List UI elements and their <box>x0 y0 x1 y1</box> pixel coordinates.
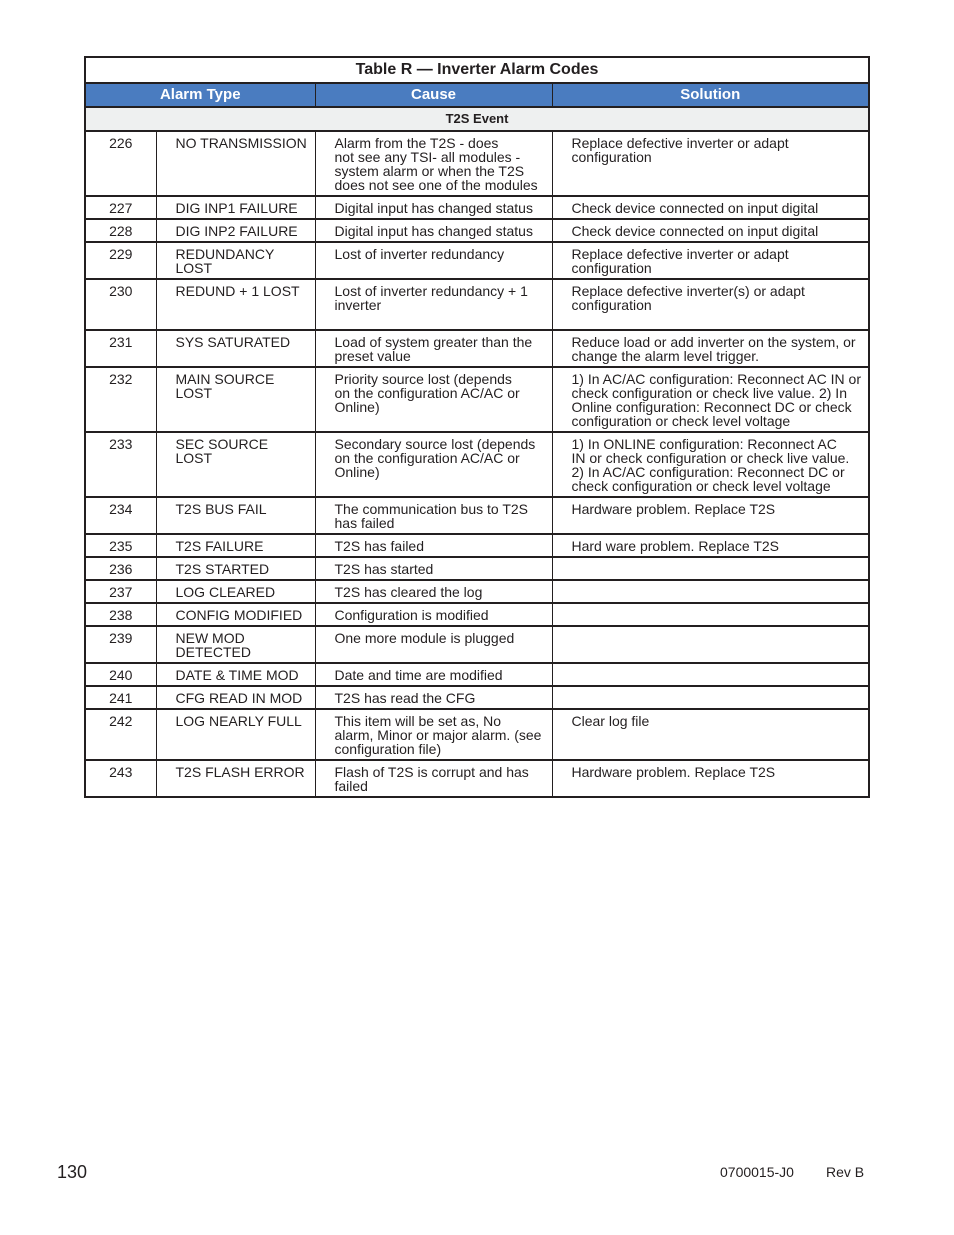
alarm-type: T2S FAILURE <box>156 534 315 557</box>
header-alarm-type: Alarm Type <box>85 83 315 107</box>
table-row <box>85 626 869 663</box>
alarm-code: 227 <box>85 196 156 219</box>
alarm-code: 230 <box>85 279 156 330</box>
alarm-solution <box>552 603 869 626</box>
table-row <box>85 219 869 242</box>
alarm-codes-table <box>84 56 870 798</box>
alarm-cause: Lost of inverter redundancy + 1 inverter <box>315 279 552 330</box>
alarm-solution <box>552 557 869 580</box>
alarm-solution: Check device connected on input digital <box>552 219 869 242</box>
alarm-code: 228 <box>85 219 156 242</box>
alarm-code: 226 <box>85 131 156 196</box>
alarm-code: 234 <box>85 497 156 534</box>
alarm-cause: Alarm from the T2S - does not see any TSI- all modules - system alarm or when the T2S does not see one of the modules <box>315 131 552 196</box>
table-row <box>85 279 869 330</box>
alarm-code: 243 <box>85 760 156 797</box>
alarm-cause: T2S has failed <box>315 534 552 557</box>
alarm-type: NEW MOD DETECTED <box>156 626 315 663</box>
alarm-solution: Reduce load or add inverter on the system, or change the alarm level trigger. <box>552 330 869 367</box>
table-row <box>85 196 869 219</box>
alarm-type: LOG NEARLY FULL <box>156 709 315 760</box>
alarm-type: T2S STARTED <box>156 557 315 580</box>
alarm-code: 238 <box>85 603 156 626</box>
alarm-code: 239 <box>85 626 156 663</box>
alarm-type: MAIN SOURCE LOST <box>156 367 315 432</box>
table-row <box>85 534 869 557</box>
alarm-type: NO TRANSMISSION <box>156 131 315 196</box>
table-row <box>85 367 869 432</box>
alarm-cause: Configuration is modified <box>315 603 552 626</box>
header-solution: Solution <box>552 83 869 107</box>
alarm-type: CONFIG MODIFIED <box>156 603 315 626</box>
alarm-cause: This item will be set as, No alarm, Minor or major alarm. (see configuration file) <box>315 709 552 760</box>
table-row <box>85 497 869 534</box>
alarm-cause: Date and time are modified <box>315 663 552 686</box>
table-title: Table R — Inverter Alarm Codes <box>85 57 869 83</box>
alarm-cause: Secondary source lost (depends on the configuration AC/AC or Online) <box>315 432 552 497</box>
alarm-code: 232 <box>85 367 156 432</box>
alarm-type: LOG CLEARED <box>156 580 315 603</box>
table-row <box>85 663 869 686</box>
alarm-cause: Digital input has changed status <box>315 196 552 219</box>
alarm-cause: Digital input has changed status <box>315 219 552 242</box>
alarm-solution: Hard ware problem. Replace T2S <box>552 534 869 557</box>
alarm-code: 235 <box>85 534 156 557</box>
table-row <box>85 131 869 196</box>
alarm-type: REDUND + 1 LOST <box>156 279 315 330</box>
alarm-type: DIG INP2 FAILURE <box>156 219 315 242</box>
alarm-type: DIG INP1 FAILURE <box>156 196 315 219</box>
table-row <box>85 557 869 580</box>
page-number: 130 <box>57 1162 88 1182</box>
table-row <box>85 709 869 760</box>
alarm-solution <box>552 580 869 603</box>
alarm-solution: Replace defective inverter(s) or adapt configuration <box>552 279 869 330</box>
alarm-type: T2S FLASH ERROR <box>156 760 315 797</box>
alarm-cause: T2S has read the CFG <box>315 686 552 709</box>
alarm-cause: The communication bus to T2S has failed <box>315 497 552 534</box>
doc-number: 0700015-J0 <box>720 1164 794 1180</box>
alarm-cause: One more module is plugged <box>315 626 552 663</box>
table-row <box>85 330 869 367</box>
alarm-solution <box>552 626 869 663</box>
alarm-code: 229 <box>85 242 156 279</box>
alarm-type: REDUNDANCY LOST <box>156 242 315 279</box>
alarm-solution <box>552 663 869 686</box>
alarm-type: DATE & TIME MOD <box>156 663 315 686</box>
section-label: T2S Event <box>85 107 869 131</box>
table-row <box>85 686 869 709</box>
alarm-solution: Clear log file <box>552 709 869 760</box>
alarm-solution <box>552 686 869 709</box>
alarm-code: 233 <box>85 432 156 497</box>
alarm-code: 236 <box>85 557 156 580</box>
alarm-solution: Check device connected on input digital <box>552 196 869 219</box>
table-row <box>85 242 869 279</box>
alarm-solution: Replace defective inverter or adapt configuration <box>552 242 869 279</box>
alarm-solution: Hardware problem. Replace T2S <box>552 760 869 797</box>
alarm-cause: Lost of inverter redundancy <box>315 242 552 279</box>
alarm-type: CFG READ IN MOD <box>156 686 315 709</box>
alarm-cause: Load of system greater than the preset value <box>315 330 552 367</box>
alarm-solution: Hardware problem. Replace T2S <box>552 497 869 534</box>
alarm-solution: Replace defective inverter or adapt configuration <box>552 131 869 196</box>
alarm-cause: Flash of T2S is corrupt and has failed <box>315 760 552 797</box>
table-row <box>85 580 869 603</box>
alarm-solution: 1) In ONLINE configuration: Reconnect AC IN or check configuration or check live value. 2) In AC/AC configuration: Reconnect DC or check configuration or check level voltage <box>552 432 869 497</box>
alarm-type: SEC SOURCE LOST <box>156 432 315 497</box>
alarm-code: 237 <box>85 580 156 603</box>
alarm-cause: Priority source lost (depends on the configuration AC/AC or Online) <box>315 367 552 432</box>
alarm-type: T2S BUS FAIL <box>156 497 315 534</box>
alarm-solution: 1) In AC/AC configuration: Reconnect AC IN or check configuration or check live value. 2) In Online configuration: Reconnect DC or check configuration or check level voltage <box>552 367 869 432</box>
table-row <box>85 603 869 626</box>
header-cause: Cause <box>315 83 552 107</box>
alarm-type: SYS SATURATED <box>156 330 315 367</box>
alarm-code: 241 <box>85 686 156 709</box>
revision: Rev B <box>826 1164 865 1180</box>
table-row <box>85 760 869 797</box>
alarm-code: 240 <box>85 663 156 686</box>
alarm-cause: T2S has cleared the log <box>315 580 552 603</box>
alarm-code: 231 <box>85 330 156 367</box>
table-row <box>85 432 869 497</box>
alarm-cause: T2S has started <box>315 557 552 580</box>
alarm-code: 242 <box>85 709 156 760</box>
